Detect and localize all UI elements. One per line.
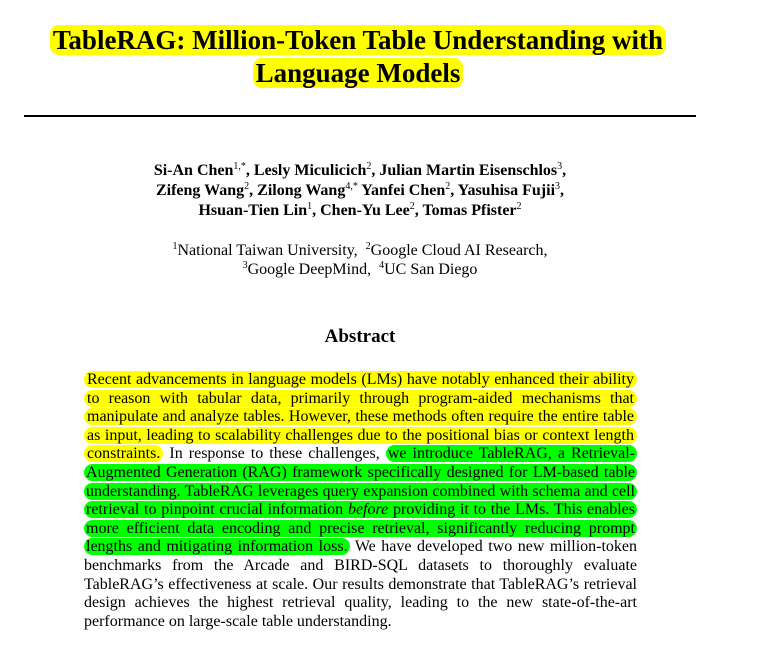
author: Zilong Wang$^{4,*}$ xyxy=(257,181,358,199)
author: Hsuan-Tien Lin$^1$, xyxy=(198,201,321,219)
author: Tomas Pfister$^2$ xyxy=(422,201,522,219)
author: Si-An Chen$^{1,*}$, xyxy=(153,161,254,179)
abstract-text: We have developed two new million-token benchmarks from the Arcade and BIRD-SQL datasets to thoroughly evaluate TableRAG’s effectiveness at scale. Our results demonstrate that TableRAG’s retrieval design achieves the highest retrieval quality, leading to the new state-of-the-art performance on large-scale table understanding. xyxy=(84,538,638,630)
title-line-1: TableRAG: Million-Token Table Understanding with xyxy=(50,25,666,55)
affiliation: $^3$Google DeepMind, xyxy=(242,260,372,278)
abstract-highlight-yellow: Recent advancements in language models (LMs) have notably enhanced their ability to reason with tabular data, primarily through program-aided mechanisms that manipulate and analyze tables. However, these methods often require the entire table as input, leading to scalability challenges due to the positional bias or context length constraints. xyxy=(84,371,637,462)
abstract-highlight-green: we introduce TableRAG, a Retrieval-Augmented Generation (RAG) framework specifically designed for LM-based table understanding. TableRAG leverages query expansion combined with schema and cell retrieval to pinpoint crucial information before providing it to the LMs. This enables more efficient data encoding and precise retrieval, significantly reducing prompt lengths and mitigating information loss. xyxy=(86,445,635,556)
title-line-2: Language Models xyxy=(253,58,464,88)
author: Zifeng Wang$^2$, xyxy=(155,181,258,199)
author: Lesly Miculicich$^2$, xyxy=(253,161,380,179)
author: Yasuhisa Fujii$^3$, xyxy=(457,181,565,199)
author: Yanfei Chen$^2$, xyxy=(361,181,458,199)
abstract-heading: Abstract xyxy=(324,326,396,347)
affiliation: $^1$National Taiwan University, xyxy=(172,241,358,259)
affiliations xyxy=(40,241,680,279)
paper-title xyxy=(20,24,696,90)
abstract-text: In response to these challenges, xyxy=(163,445,386,463)
title-rule xyxy=(24,115,696,117)
author: Julian Martin Eisenschlos$^3$, xyxy=(379,161,567,179)
affiliation: $^4$UC San Diego xyxy=(379,260,478,278)
abstract-body xyxy=(84,371,637,631)
author: Chen-Yu Lee$^2$, xyxy=(320,201,423,219)
author-list xyxy=(40,161,680,221)
affiliation: $^2$Google Cloud AI Research, xyxy=(365,241,548,259)
emphasis-before: before xyxy=(347,501,389,519)
